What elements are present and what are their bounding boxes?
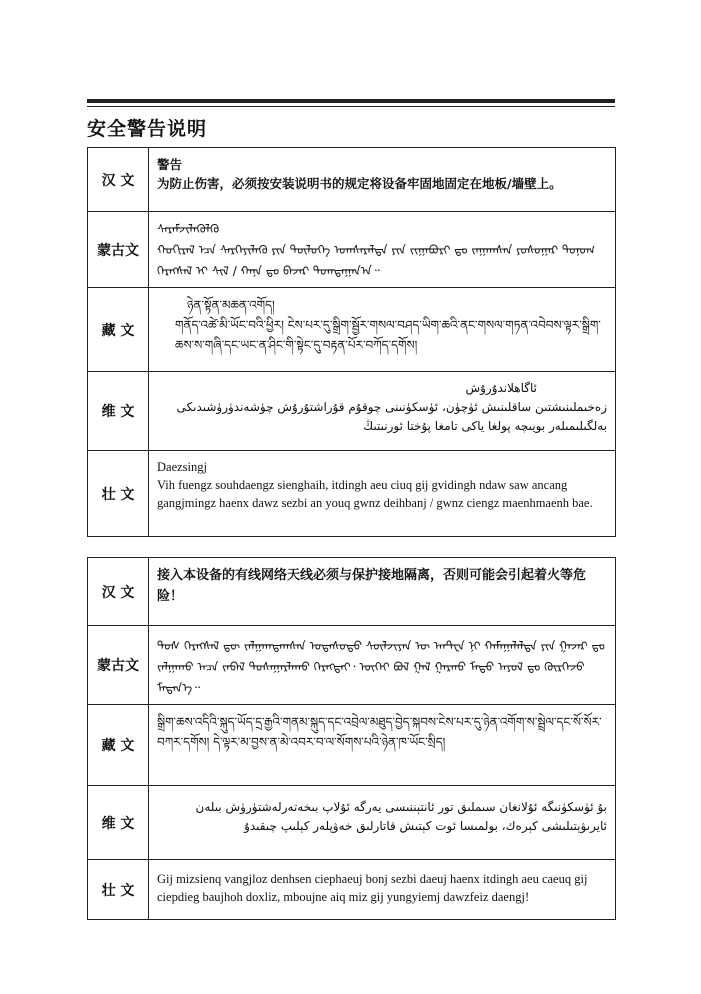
warning-table-1	[87, 147, 616, 537]
lang-label: 蒙古文	[88, 212, 149, 288]
warning-body: 为防止伤害，必须按安装说明书的规定将设备牢固地固定在地板/墙壁上。	[157, 176, 562, 191]
warning-title: 警告	[157, 157, 183, 172]
warning-body: Vih fuengz souhdaengz sienghaih, itdingh aeu ciuq gij gvidingh ndaw saw ancang gangjmingz haenx dawz sezbi an youq gwnz deihbanj / gwnz ciengz maenhmaenh bae.	[157, 478, 593, 510]
warning-title: ئاگاھلاندۇرۇش	[465, 381, 537, 395]
lang-label: 蒙古文	[88, 626, 149, 705]
warning-body: Gij mizsienq vangjloz denhsen ciephaeuj bonj sezbi daeuj haenx itdingh aeu caeuq gij ciepdieg baujhoh doxliz, mboujne aiq miz gij yungyiemj dawzfeiz daengj!	[157, 872, 588, 904]
warning-table-2	[87, 557, 616, 920]
lang-label: 壮 文	[88, 860, 149, 920]
table1-row-chinese	[88, 148, 616, 212]
table2-row-uyghur	[88, 786, 616, 860]
lang-label: 壮 文	[88, 451, 149, 537]
lang-label: 藏 文	[88, 705, 149, 786]
table2-row-chinese	[88, 558, 616, 626]
warning-body: بۇ ئۈسكۈنىگە ئۇلانغان سىملىق تور ئانتېننىسى يەرگە ئۇلاپ بىخەتەرلەشتۈرۈش بىلەن ئايرىۋېتىلىشى كېرەك، بولمىسا ئوت كېتىش قاتارلىق خەۋپلەر كېلىپ چىقىدۇ	[195, 800, 607, 833]
table2-row-zhuang	[88, 860, 616, 920]
header-rule-thick	[87, 99, 615, 103]
warning-title: ཉེན་སྟོན་མཆན་འགོད།	[187, 298, 275, 312]
warning-body: زەخىملىنىشتىن ساقلىنىش ئۈچۈن، ئۈسكۈنىنى چوقۇم قۇراشتۇرۇش چۈشەندۈرۈشىدىكى بەلگىلىمىلەر بويىچە پولغا ياكى تامغا پۇختا ئورنىتىڭ	[176, 400, 607, 433]
lang-label: 维 文	[88, 786, 149, 860]
table1-row-mongolian	[88, 212, 616, 288]
header-rule-thin	[87, 106, 615, 107]
warning-body: ᠬᠣᠬᠢᠷᠠᠯ ᠡᠴᠡ ᠰᠡᠷᠭᠡᠶᠢᠯᠡᠬᠦ ᠶᠢᠨ ᠲᠥᠯᠥᠭᠡ ᠤᠭᠰᠠᠷᠠᠯᠲᠠ ᠶᠢᠨ ᠵᠢᠭᠠᠪᠤᠷᠢ ᠳᠤ ᠵᠠᠭᠠᠭᠰᠠᠨ ᠶᠣᠰᠣᠭᠠᠷ ᠲᠣᠨᠤᠭ ᠬᠡᠷᠡᠭᠰᠡᠯ ᠢ ᠰᠢᠯ / ᠬᠠᠨᠠ ᠳᠤ ᠪᠠᠵᠠᠷ ᠲᠣᠭᠲᠠᠭᠠᠨ᠎ᠠ᠃	[157, 243, 596, 278]
warning-body: སྒྲིག་ཆས་འདིའི་སྐུད་ཡོད་དྲ་རྒྱའི་གནམ་སྐུད་དང་འབྲེལ་མཐུད་བྱེད་སྐབས་ངེས་པར་དུ་ཉེན་འགོག་ས་སྦྲེལ་དང་སོ་སོར་བཀར་དགོས། དེ་ལྟར་མ་བྱས་ན་མེ་འབར་བ་ལ་སོགས་པའི་ཉེན་ཁ་ཡོང་སྲིད།	[157, 715, 602, 749]
lang-label: 汉 文	[88, 148, 149, 212]
warning-body: ᠲᠤᠰ ᠬᠡᠷᠡᠭᠰᠡᠯ ᠳᠦ ᠵᠠᠯᠭᠠᠭᠳᠠᠭᠰᠠᠨ ᠤᠲᠠᠰᠤᠲᠤ ᠰᠦᠯᠵᠢᠶᠡᠨ ᠦ ᠠᠨᠲ᠋ᠸᠨ ᠨᠢ ᠬᠠᠮᠠᠭᠠᠯᠠᠯᠲᠠ ᠶᠢᠨ ᠭᠠᠵᠠᠷ ᠳᠤ ᠵᠠᠯᠭᠠᠬᠤ ᠠᠴᠠ ᠵᠠᠪᠠᠯ ᠲᠤᠰᠠᠭᠠᠷᠯᠠᠬᠤ ᠬᠡᠷᠡᠭᠲᠡᠢ᠂ ᠦᠭᠡᠢ ᠪᠣᠯ ᠭᠠᠯ ᠭᠠᠷᠬᠤ ᠮᠡᠲᠦ ᠠᠶᠤᠯ ᠳᠤ ᠬᠦᠷᠭᠡᠵᠦ ᠮᠡᠳᠡᠨ᠎ᠡ᠃	[157, 639, 605, 695]
table1-row-uyghur	[88, 372, 616, 451]
table1-row-tibetan	[88, 288, 616, 372]
lang-label: 汉 文	[88, 558, 149, 626]
table2-row-mongolian	[88, 626, 616, 705]
lang-label: 维 文	[88, 372, 149, 451]
page-title: 安全警告说明	[87, 118, 208, 140]
warning-title: ᠰᠡᠷᠡᠮᠵᠢᠯᠡᠭᠦᠯᠬᠦ	[157, 222, 220, 236]
warning-title: Daezsingj	[157, 460, 207, 474]
warning-body: 接入本设备的有线网络天线必须与保护接地隔离，否则可能会引起着火等危险！	[157, 568, 587, 604]
lang-label: 藏 文	[88, 288, 149, 372]
table2-row-tibetan	[88, 705, 616, 786]
warning-body: གནོད་འཚེ་མི་ཡོང་བའི་ཕྱིར། ངེས་པར་དུ་སྒྲིག་སྦྱོར་གསལ་བཤད་ཡིག་ཆའི་ནང་གསལ་གཏན་འབེབས་ལྟར་སྒྲིག་ཆས་ས་གཞི་དང་ཡང་ན་ཤིང་གི་སྟེང་དུ་བརྟན་པོར་བཀོད་དགོས།	[175, 318, 601, 352]
table1-row-zhuang	[88, 451, 616, 537]
